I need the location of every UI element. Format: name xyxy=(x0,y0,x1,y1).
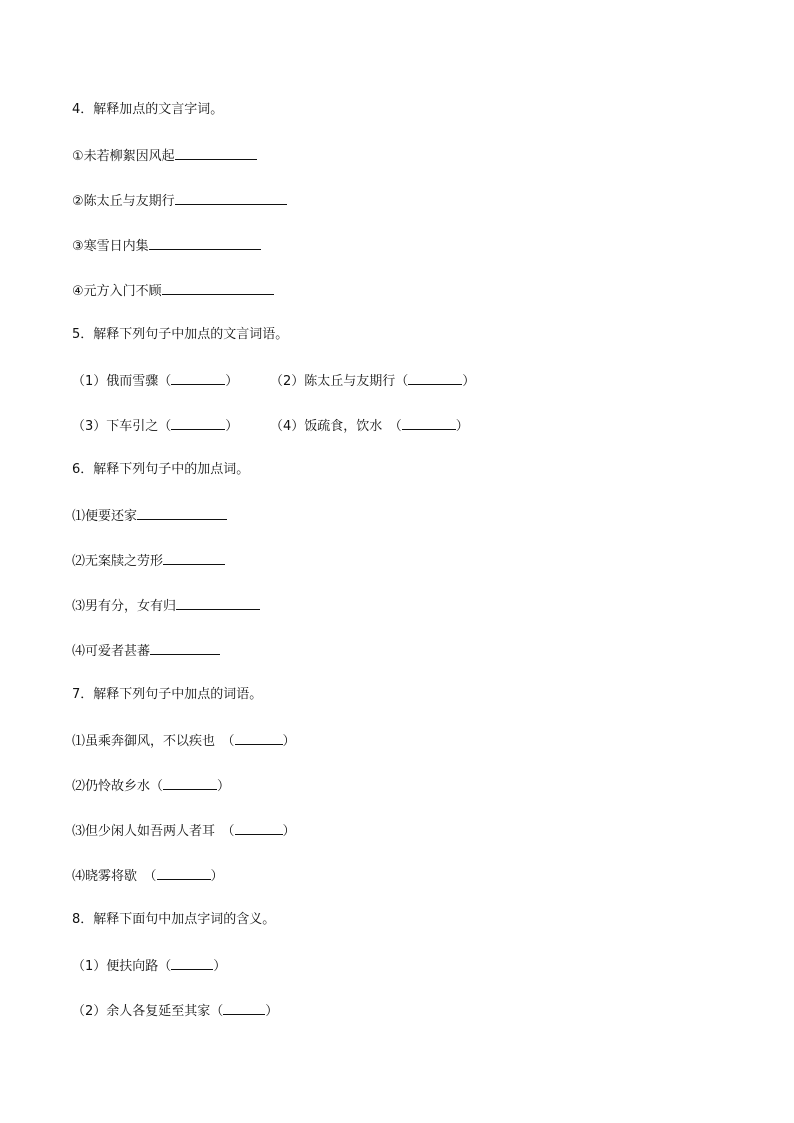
answer-blank[interactable] xyxy=(223,1001,265,1015)
q5-item-1 xyxy=(72,371,238,391)
q5-item-2 xyxy=(270,371,475,391)
q7-item-3-text: ⑶但少闲人如吾两人者耳 （ xyxy=(72,824,235,839)
q6-title-text: 6．解释下列句子中的加点词。 xyxy=(72,462,250,477)
answer-blank[interactable] xyxy=(408,371,462,385)
q7-item-1-text: ⑴虽乘奔御风，不以疾也 （ xyxy=(72,734,235,749)
q6-item-4-text: ⑷可爱者甚蕃 xyxy=(72,644,151,659)
answer-blank[interactable] xyxy=(176,596,260,610)
q8-title xyxy=(72,911,275,929)
close-paren: ） xyxy=(210,869,224,884)
q4-item-4-text: ④元方入门不顾 xyxy=(72,284,162,299)
q6-item-3 xyxy=(72,596,260,616)
answer-blank[interactable] xyxy=(175,146,257,160)
answer-blank[interactable] xyxy=(402,416,456,430)
close-paren: ） xyxy=(462,374,476,389)
q5-item-4-text: （4）饭疏食，饮水 （ xyxy=(270,419,402,434)
q8-item-2-text: （2）余人各复延至其家（ xyxy=(72,1004,224,1019)
q4-title xyxy=(72,101,223,119)
answer-blank[interactable] xyxy=(149,236,261,250)
close-paren: ） xyxy=(455,419,469,434)
q6-title xyxy=(72,461,249,479)
q4-item-3-text: ③寒雪日内集 xyxy=(72,239,149,254)
close-paren: ） xyxy=(282,824,296,839)
q4-item-3 xyxy=(72,236,261,256)
answer-blank[interactable] xyxy=(171,371,225,385)
q7-title-text: 7．解释下列句子中加点的词语。 xyxy=(72,687,263,702)
q8-title-text: 8．解释下面句中加点字词的含义。 xyxy=(72,912,276,927)
answer-blank[interactable] xyxy=(171,956,213,970)
q4-item-1 xyxy=(72,146,257,166)
q5-item-4 xyxy=(270,416,469,436)
close-paren: ） xyxy=(282,734,296,749)
q7-item-2-text: ⑵仍怜故乡水（ xyxy=(72,779,164,794)
answer-blank[interactable] xyxy=(171,416,225,430)
q6-item-2-text: ⑵无案牍之劳形 xyxy=(72,554,164,569)
answer-blank[interactable] xyxy=(150,641,220,655)
q7-item-2 xyxy=(72,776,230,796)
q5-item-3-text: （3）下车引之（ xyxy=(72,419,172,434)
q6-item-4 xyxy=(72,641,220,661)
q7-item-1 xyxy=(72,731,296,751)
q5-title xyxy=(72,326,288,344)
answer-blank[interactable] xyxy=(162,281,274,295)
q7-item-4 xyxy=(72,866,224,886)
q6-item-2 xyxy=(72,551,225,571)
q7-item-4-text: ⑷晓雾将歇 （ xyxy=(72,869,157,884)
q4-item-1-text: ①未若柳絮因风起 xyxy=(72,149,175,164)
close-paren: ） xyxy=(265,1004,279,1019)
q8-item-2 xyxy=(72,1001,278,1021)
answer-blank[interactable] xyxy=(157,866,211,880)
q4-title-text: 4．解释加点的文言字词。 xyxy=(72,102,224,117)
q4-item-4 xyxy=(72,281,274,301)
q5-item-1-text: （1）俄而雪骤（ xyxy=(72,374,172,389)
close-paren: ） xyxy=(217,779,231,794)
q7-title xyxy=(72,686,262,704)
q5-title-text: 5．解释下列句子中加点的文言词语。 xyxy=(72,327,289,342)
answer-blank[interactable] xyxy=(163,551,225,565)
close-paren: ） xyxy=(225,374,239,389)
answer-blank[interactable] xyxy=(163,776,217,790)
q8-item-1 xyxy=(72,956,226,976)
close-paren: ） xyxy=(225,419,239,434)
q8-item-1-text: （1）便扶向路（ xyxy=(72,959,172,974)
answer-blank[interactable] xyxy=(137,506,227,520)
q4-item-2-text: ②陈太丘与友期行 xyxy=(72,194,175,209)
close-paren: ） xyxy=(213,959,227,974)
q6-item-3-text: ⑶男有分，女有归 xyxy=(72,599,177,614)
q5-item-2-text: （2）陈太丘与友期行（ xyxy=(270,374,409,389)
answer-blank[interactable] xyxy=(235,731,283,745)
q4-item-2 xyxy=(72,191,287,211)
answer-blank[interactable] xyxy=(175,191,287,205)
q7-item-3 xyxy=(72,821,296,841)
q5-item-3 xyxy=(72,416,238,436)
q6-item-1 xyxy=(72,506,227,526)
answer-blank[interactable] xyxy=(235,821,283,835)
q6-item-1-text: ⑴便要还家 xyxy=(72,509,138,524)
